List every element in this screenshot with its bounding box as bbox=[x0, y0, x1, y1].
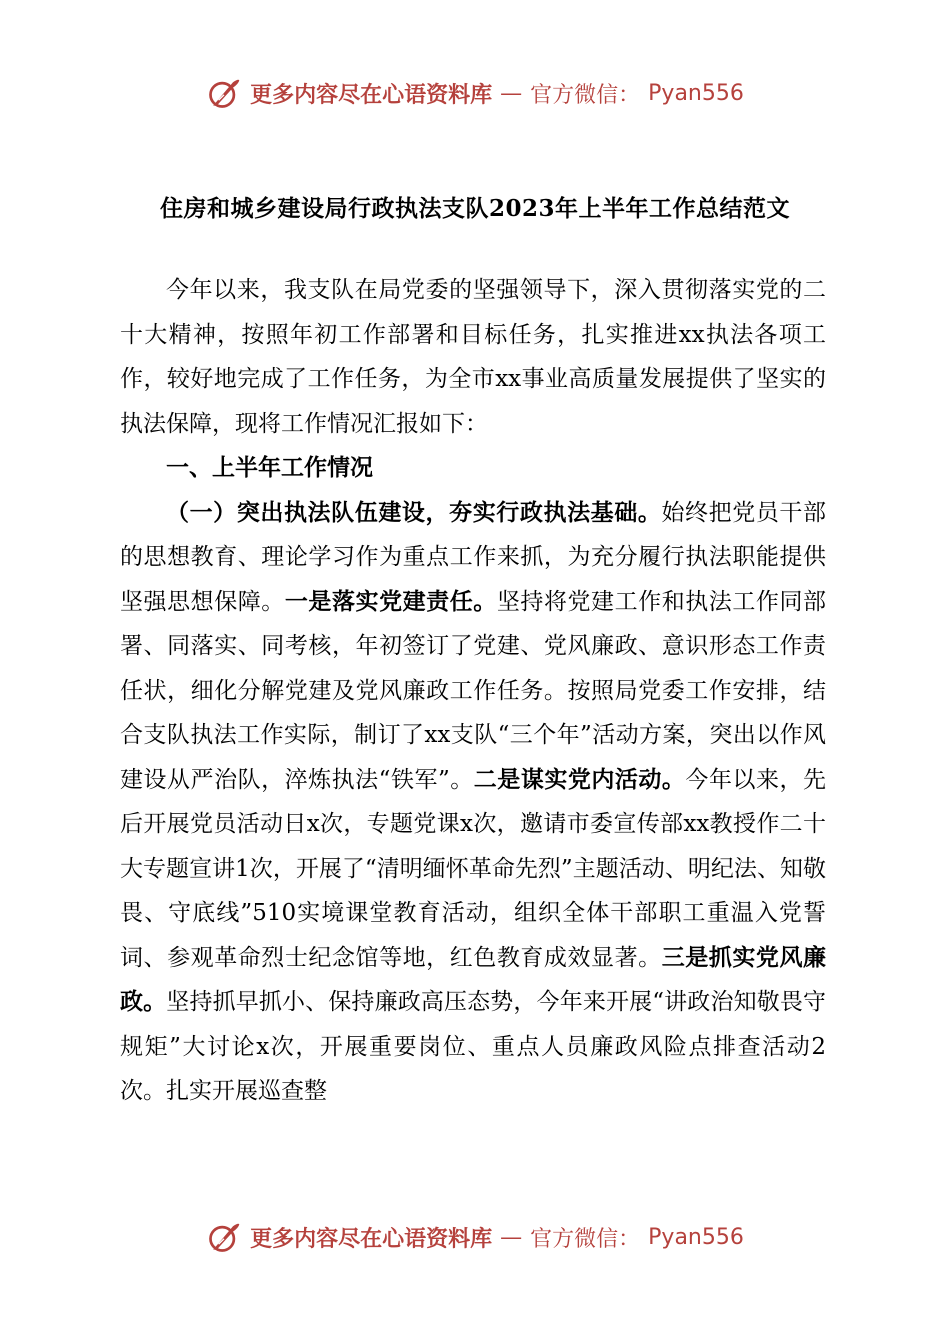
watermark-brand: 更多内容尽在心语资料库 bbox=[250, 81, 493, 108]
watermark-footer bbox=[0, 1212, 950, 1262]
point-three-heading: 三是抓实党风廉政。 bbox=[120, 943, 827, 1015]
subsection-heading: （一）突出执法队伍建设，夯实行政执法基础。 bbox=[166, 498, 662, 526]
watermark-contact-id: Pyan556 bbox=[648, 80, 744, 106]
point-two-text: 今年以来，先后开展党员活动日x次，专题党课x次，邀请市委宣传部xx教授作二十大专题宣讲1次，开展了“清明缅怀革命先烈”主题活动、明纪法、知敬畏、守底线”510实境课堂教育活动，组织全体干部职工重温入党誓词、参观革命烈士纪念馆等地，红色教育成效显著。 bbox=[120, 766, 826, 971]
subsection-text: 始终把党员干部的思想教育、理论学习作为重点工作来抓，为充分履行执法职能提供坚强思想保障。 bbox=[120, 499, 827, 615]
intro-paragraph: 今年以来，我支队在局党委的坚强领导下，深入贯彻落实党的二十大精神，按照年初工作部署和目标任务，扎实推进xx执法各项工作，较好地完成了工作任务，为全市xx事业高质量发展提供了坚实的执法保障，现将工作情况汇报如下： bbox=[120, 277, 826, 437]
watermark-header bbox=[0, 68, 950, 118]
section-paragraph bbox=[120, 491, 826, 1114]
watermark-contact-label: 官方微信： bbox=[530, 1226, 641, 1252]
document-body bbox=[120, 268, 826, 1114]
point-one-heading: 一是落实党建责任。 bbox=[284, 587, 497, 615]
section-heading: 一、上半年工作情况 bbox=[166, 454, 373, 481]
quill-logo-icon bbox=[206, 1219, 242, 1255]
document-title: 住房和城乡建设局行政执法支队2023年上半年工作总结范文 bbox=[159, 195, 790, 222]
quill-logo-icon bbox=[206, 75, 242, 111]
watermark-brand: 更多内容尽在心语资料库 bbox=[250, 1225, 493, 1252]
watermark-dash: — bbox=[500, 1224, 523, 1250]
watermark-contact-label: 官方微信： bbox=[530, 82, 641, 108]
watermark-dash: — bbox=[500, 80, 523, 106]
watermark-contact-id: Pyan556 bbox=[648, 1224, 744, 1250]
point-one-text: 坚持将党建工作和执法工作同部署、同落实、同考核，年初签订了党建、党风廉政、意识形态工作责任状，细化分解党建及党风廉政工作任务。按照局党委工作安排，结合支队执法工作实际，制订了xx支队“三个年”活动方案，突出以作风建设从严治队，淬炼执法“铁军”。 bbox=[120, 588, 827, 793]
point-two-heading: 二是谋实党内活动。 bbox=[473, 765, 686, 793]
point-three-text: 坚持抓早抓小、保持廉政高压态势，今年来开展“讲政治知敬畏守规矩”大讨论x次，开展重要岗位、重点人员廉政风险点排查活动2次。扎实开展巡查整 bbox=[120, 989, 827, 1104]
